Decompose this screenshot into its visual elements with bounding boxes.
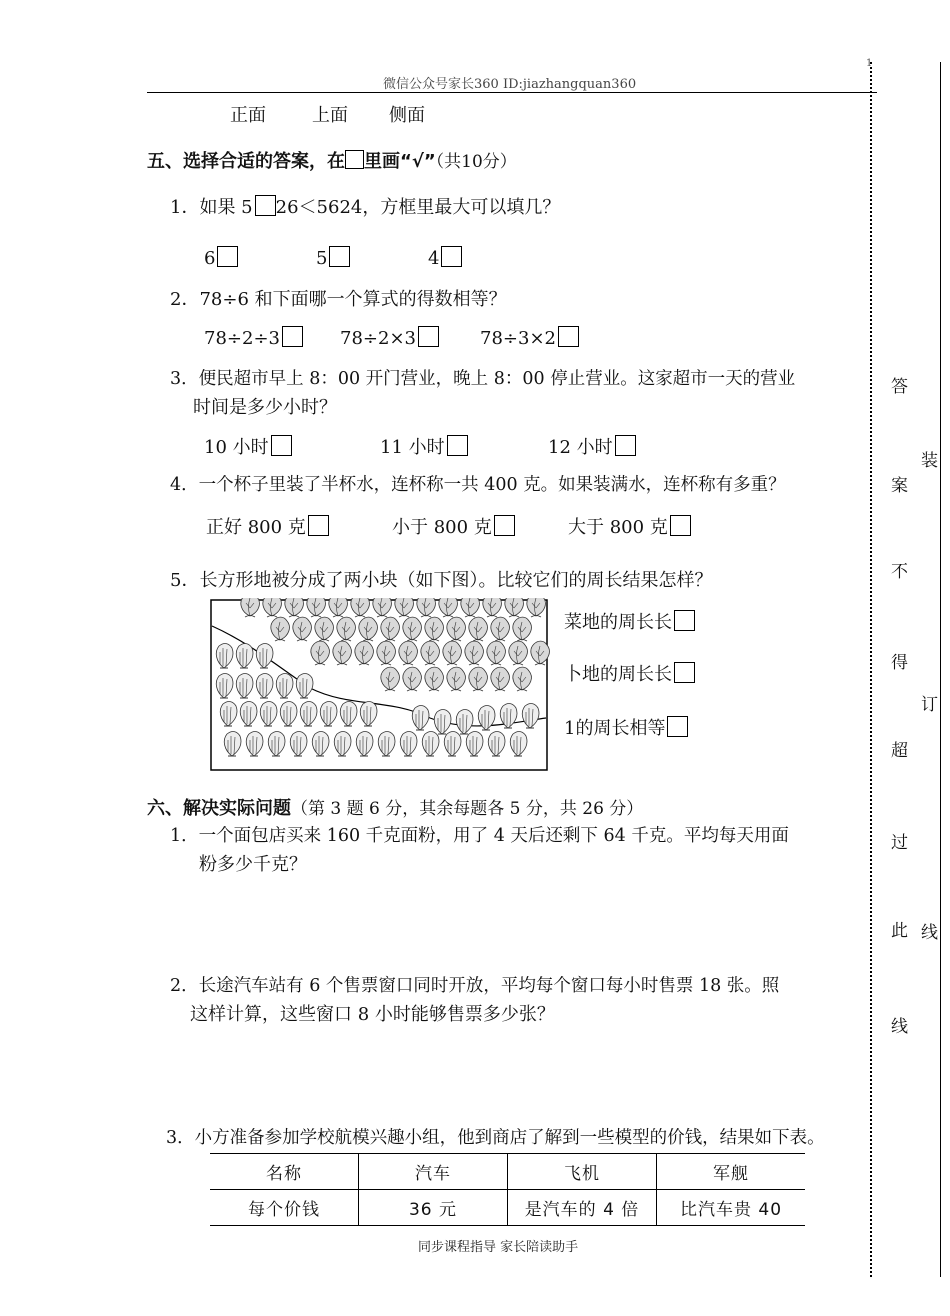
margin-char: 不 xyxy=(891,562,908,582)
q5-3-line2: 时间是多少小时？ xyxy=(193,397,337,418)
option-label: 78÷2×3 xyxy=(340,328,416,349)
table-cell: 是汽车的 4 倍 xyxy=(508,1190,657,1226)
q5-3-option-1 xyxy=(204,433,292,459)
q6-2-line2: 这样计算，这些窗口 8 小时能够售票多少张？ xyxy=(190,1004,555,1025)
q5-2-option-2 xyxy=(340,326,439,349)
margin-char: 装 xyxy=(921,451,938,471)
section5-title-tail: 里画“√” xyxy=(364,151,436,172)
option-label: 大于 800 克 xyxy=(568,517,668,538)
q5-4-option-2 xyxy=(392,513,515,539)
answer-checkbox[interactable] xyxy=(674,662,695,683)
section6-title xyxy=(147,794,643,820)
table-cell: 每个价钱 xyxy=(210,1190,359,1226)
example-box xyxy=(345,150,364,169)
q5-3-option-2 xyxy=(380,433,468,459)
answer-checkbox[interactable] xyxy=(271,435,292,456)
margin-char: 订 xyxy=(921,695,938,715)
q5-1-option-3 xyxy=(428,246,462,269)
q5-4-option-1 xyxy=(206,513,329,539)
option-label: 11 小时 xyxy=(380,437,445,458)
option-label: 小于 800 克 xyxy=(392,517,492,538)
q5-1-text-b: 26＜5624，方框里最大可以填几？ xyxy=(275,197,561,218)
table-header-row xyxy=(210,1154,805,1190)
q5-5-option-1 xyxy=(564,608,695,634)
page-corner-mark: 1 xyxy=(866,58,873,69)
q5-5-text: 5．长方形地被分成了两小块（如下图）。比较它们的周长结果怎样？ xyxy=(170,570,713,591)
view-label-top: 上面 xyxy=(312,105,348,126)
margin-char: 过 xyxy=(891,833,908,853)
page-header: 微信公众号家长360 ID:jiazhangquan360 xyxy=(383,77,637,92)
option-label: 5 xyxy=(316,248,328,269)
margin-char: 答 xyxy=(891,377,908,397)
margin-char: 线 xyxy=(891,1017,908,1037)
option-label: 正好 800 克 xyxy=(206,517,306,538)
table-cell: 36 元 xyxy=(359,1190,508,1226)
binding-solid-line xyxy=(940,62,941,1277)
q5-1-option-1 xyxy=(204,246,238,269)
table-cell: 比汽车贵 40 xyxy=(657,1190,806,1226)
margin-char: 线 xyxy=(921,923,938,943)
answer-checkbox[interactable] xyxy=(308,515,329,536)
section5-title-text: 五、选择合适的答案，在 xyxy=(147,151,345,172)
answer-checkbox[interactable] xyxy=(282,326,303,347)
q5-1-text xyxy=(170,193,560,219)
option-label: 12 小时 xyxy=(548,437,613,458)
q5-2-option-1 xyxy=(204,326,303,349)
q5-1-digit-box[interactable] xyxy=(255,195,276,216)
q5-3-option-3 xyxy=(548,433,636,459)
answer-checkbox[interactable] xyxy=(447,435,468,456)
q5-1-text-a: 1．如果 5 xyxy=(170,197,253,218)
answer-checkbox[interactable] xyxy=(441,246,462,267)
table-header-cell: 军舰 xyxy=(657,1154,806,1190)
answer-checkbox[interactable] xyxy=(329,246,350,267)
section6-title-text: 六、解决实际问题 xyxy=(147,798,291,819)
section5-title xyxy=(147,147,517,173)
q5-2-text: 2．78÷6 和下面哪一个算式的得数相等？ xyxy=(170,289,507,310)
q6-2-line1: 2．长途汽车站有 6 个售票窗口同时开放，平均每个窗口每小时售票 18 张。照 xyxy=(170,976,780,996)
q5-2-option-3 xyxy=(480,326,579,349)
table-row xyxy=(210,1190,805,1226)
answer-checkbox[interactable] xyxy=(667,716,688,737)
option-label: 1的周长相等 xyxy=(564,718,666,739)
answer-checkbox[interactable] xyxy=(494,515,515,536)
answer-checkbox[interactable] xyxy=(418,326,439,347)
section6-score: （第 3 题 6 分，其余每题各 5 分，共 26 分） xyxy=(291,799,644,819)
view-label-front: 正面 xyxy=(230,105,266,126)
q6-1-line2: 粉多少千克？ xyxy=(199,854,307,875)
option-label: 10 小时 xyxy=(204,437,269,458)
option-label: 78÷2÷3 xyxy=(204,328,280,349)
table-header-cell: 飞机 xyxy=(508,1154,657,1190)
q5-5-option-2 xyxy=(564,660,695,686)
margin-char: 案 xyxy=(891,476,908,496)
table-header-cell: 名称 xyxy=(210,1154,359,1190)
option-label: 78÷3×2 xyxy=(480,328,556,349)
answer-checkbox[interactable] xyxy=(674,610,695,631)
garden-illustration xyxy=(210,598,550,772)
margin-char: 此 xyxy=(891,921,908,941)
section5-score: （共10分） xyxy=(435,152,517,172)
q6-3-text: 3．小方准备参加学校航模兴趣小组，他到商店了解到一些模型的价钱，结果如下表。 xyxy=(166,1128,825,1148)
q5-5-option-3 xyxy=(564,714,688,740)
page-footer: 同步课程指导 家长陪读助手 xyxy=(418,1240,579,1255)
binding-dotted-line xyxy=(870,62,872,1277)
option-label: 6 xyxy=(204,248,216,269)
q5-4-text: 4．一个杯子里装了半杯水，连杯称一共 400 克。如果装满水，连杯称有多重？ xyxy=(170,475,786,495)
option-label: 菜地的周长长 xyxy=(564,612,672,633)
q5-4-option-3 xyxy=(568,513,691,539)
table-header-cell: 汽车 xyxy=(359,1154,508,1190)
q5-1-option-2 xyxy=(316,246,350,269)
answer-checkbox[interactable] xyxy=(670,515,691,536)
option-label: 4 xyxy=(428,248,440,269)
margin-char: 得 xyxy=(891,653,908,673)
answer-checkbox[interactable] xyxy=(615,435,636,456)
answer-checkbox[interactable] xyxy=(217,246,238,267)
answer-checkbox[interactable] xyxy=(558,326,579,347)
header-rule xyxy=(147,92,877,93)
view-label-side: 侧面 xyxy=(389,105,425,126)
margin-char: 超 xyxy=(891,741,908,761)
option-label: 卜地的周长长 xyxy=(564,664,672,685)
price-table xyxy=(210,1153,805,1226)
q6-1-line1: 1．一个面包店买来 160 千克面粉，用了 4 天后还剩下 64 千克。平均每天用面 xyxy=(170,826,789,846)
q5-3-line1: 3．便民超市早上 8：00 开门营业，晚上 8：00 停止营业。这家超市一天的营业 xyxy=(170,369,796,389)
